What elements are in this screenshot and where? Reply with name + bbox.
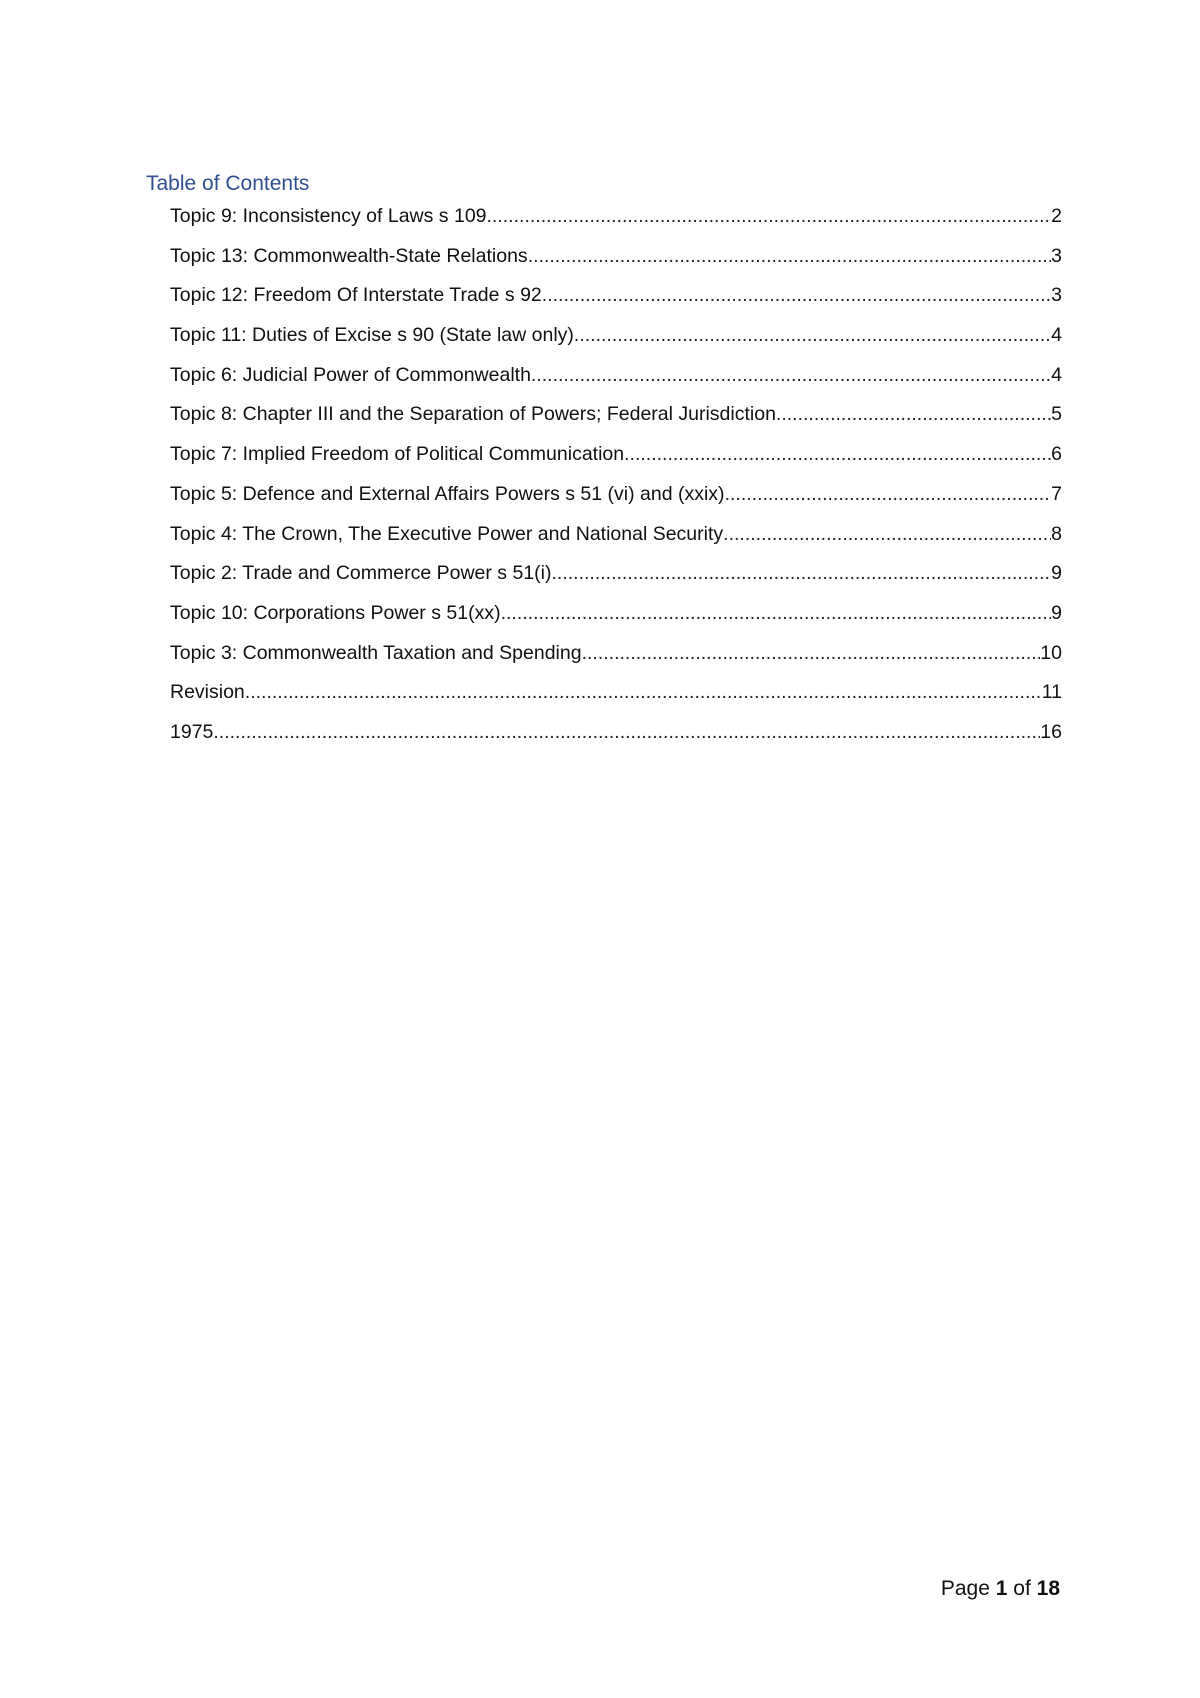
- toc-entry-label: Topic 12: Freedom Of Interstate Trade s 92: [170, 284, 542, 307]
- toc-entry[interactable]: [170, 679, 1062, 719]
- footer-page-word: Page: [940, 1577, 990, 1600]
- toc-dot-leader: [542, 282, 1051, 308]
- toc-entry[interactable]: [170, 362, 1062, 402]
- toc-entry-label: Topic 4: The Crown, The Executive Power and National Security: [170, 522, 724, 545]
- toc-dot-leader: [725, 481, 1052, 507]
- toc-dot-leader: [528, 243, 1051, 269]
- toc-list: [170, 203, 1062, 759]
- toc-dot-leader: [213, 719, 1040, 745]
- toc-entry-page: 9: [1051, 562, 1062, 585]
- toc-dot-leader: [245, 679, 1042, 705]
- toc-entry[interactable]: [170, 640, 1062, 680]
- toc-dot-leader: [487, 203, 1052, 229]
- toc-dot-leader: [501, 600, 1052, 626]
- toc-entry-label: Topic 3: Commonwealth Taxation and Spending: [170, 641, 582, 664]
- toc-entry-label: Topic 13: Commonwealth-State Relations: [170, 244, 528, 267]
- toc-entry[interactable]: [170, 322, 1062, 362]
- toc-dot-leader: [582, 640, 1041, 666]
- toc-entry[interactable]: [170, 521, 1062, 561]
- toc-entry-label: Topic 5: Defence and External Affairs Powers s 51 (vi) and (xxix): [170, 482, 725, 505]
- toc-entry-page: 10: [1040, 641, 1062, 664]
- toc-dot-leader: [552, 560, 1052, 586]
- toc-title: Table of Contents: [146, 172, 310, 195]
- toc-entry-label: Revision: [170, 681, 245, 704]
- page-number-footer: [941, 1575, 1060, 1603]
- toc-entry[interactable]: [170, 441, 1062, 481]
- toc-entry-page: 16: [1040, 720, 1062, 743]
- toc-entry[interactable]: [170, 481, 1062, 521]
- toc-entry-page: 4: [1051, 363, 1062, 386]
- toc-entry-label: Topic 9: Inconsistency of Laws s 109: [170, 205, 487, 227]
- toc-entry[interactable]: [170, 243, 1062, 283]
- toc-entry-label: Topic 2: Trade and Commerce Power s 51(i): [170, 562, 552, 585]
- toc-entry-label: Topic 11: Duties of Excise s 90 (State law only): [170, 324, 574, 347]
- toc-entry-label: Topic 8: Chapter III and the Separation of Powers; Federal Jurisdiction: [170, 403, 776, 426]
- toc-entry-page: 9: [1051, 601, 1062, 624]
- toc-entry[interactable]: [170, 282, 1062, 322]
- footer-current-page: 1: [995, 1577, 1008, 1600]
- toc-dot-leader: [723, 521, 1051, 547]
- toc-entry[interactable]: [170, 600, 1062, 640]
- footer-of-word: of: [1013, 1577, 1031, 1600]
- toc-dot-leader: [531, 362, 1051, 388]
- toc-entry-page: 3: [1051, 284, 1062, 307]
- toc-entry-page: 11: [1041, 681, 1062, 704]
- toc-entry-label: Topic 6: Judicial Power of Commonwealth: [170, 363, 531, 386]
- toc-entry-label: 1975: [170, 720, 214, 743]
- toc-entry[interactable]: [170, 719, 1062, 759]
- toc-dot-leader: [776, 401, 1051, 427]
- toc-entry-page: 7: [1051, 482, 1062, 505]
- toc-entry[interactable]: [170, 560, 1062, 600]
- toc-entry[interactable]: [170, 203, 1062, 243]
- toc-entry-page: 5: [1051, 403, 1062, 426]
- toc-entry-page: 6: [1051, 443, 1062, 466]
- toc-dot-leader: [624, 441, 1051, 467]
- footer-total-pages: 18: [1036, 1577, 1060, 1600]
- toc-entry-label: Topic 10: Corporations Power s 51(xx): [170, 601, 501, 624]
- toc-entry-label: Topic 7: Implied Freedom of Political Communication: [170, 443, 625, 466]
- toc-entry-page: 8: [1051, 522, 1062, 545]
- toc-entry-page: 4: [1051, 324, 1062, 347]
- toc-entry[interactable]: [170, 401, 1062, 441]
- toc-entry-page: 2: [1051, 205, 1062, 227]
- toc-dot-leader: [574, 322, 1051, 348]
- toc-entry-page: 3: [1051, 244, 1062, 267]
